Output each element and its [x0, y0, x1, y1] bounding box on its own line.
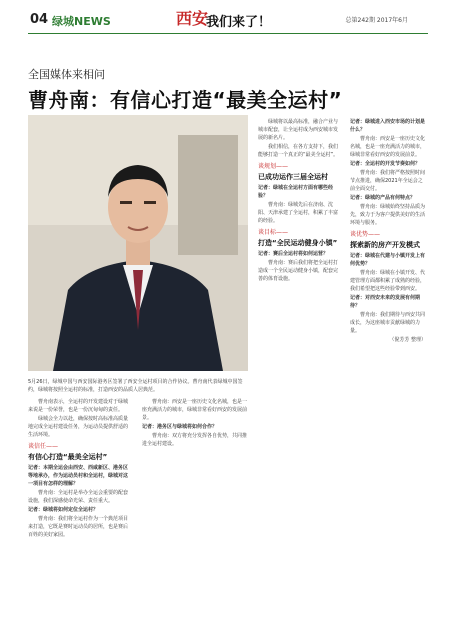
question: 记者：全运村的开发节奏如何？	[350, 161, 421, 167]
column-2-lower	[142, 398, 248, 630]
subsection-title: 有信心打造“最美全运村”	[28, 453, 108, 461]
portrait-illustration	[28, 115, 248, 371]
answer: 曹舟南：双方将充分发挥各自优势，共同推进全运村建设。	[142, 433, 248, 447]
intro-paragraph: 绿城将以最高标准，融合产业与城市配套，让全运村成为西安城市发展的新名片。	[258, 119, 339, 141]
column-3	[350, 118, 426, 630]
answer: 曹舟南：我们期待与西安共同成长，为这座城市贡献绿城的力量。	[350, 312, 426, 334]
question: 记者：赛后全运村将如何运营？	[258, 251, 329, 257]
issue-info: 总第242期 2017年6月	[345, 17, 408, 24]
portrait-photo	[28, 115, 248, 371]
section-name: 绿城NEWS	[52, 15, 111, 28]
question: 记者：绿城在代建与小镇开发上有何优势？	[350, 253, 426, 267]
article-kicker: 全国媒体来相问	[28, 68, 105, 81]
intro-paragraph: 我们相信，在各方支持下，我们能够打造一个真正的“最美全运村”。	[258, 144, 339, 158]
subsection-label: 谈优势——	[350, 231, 381, 238]
subsection-title: 打造“全民运动健身小镇”	[258, 239, 338, 247]
article-title: 曹舟南：有信心打造“最美全运村”	[28, 88, 343, 112]
question: 记者：对西安未来的发展有何期待？	[350, 295, 421, 309]
column-1	[28, 398, 132, 630]
header-headline: 我们来了！	[206, 15, 272, 30]
photo-caption: 5月26日，绿城中国与西安国际港务区签署了西安全运村项目的合作协议。曹舟南代表绿城中国签约，绿城将按照全运村的标准，打造西安的品质人居典范。	[28, 379, 243, 393]
answer: 曹舟南：绿城始终坚持品质为先，致力于为客户提供美好的生活环境与服务。	[350, 204, 426, 226]
question: 记者：绿城将如何定位全运村？	[28, 507, 99, 513]
subsection-title: 已成功运作三届全运村	[258, 173, 328, 181]
answer: 曹舟南：西安是一座历史文化名城，也是一座充满活力的城市，绿城非常看好西安的发展前景。	[350, 136, 426, 158]
answer: 曹舟南：绿城在小镇开发、代建管理方面都积累了成熟的经验，我们希望把这些经验带到西安。	[350, 270, 426, 292]
page-header	[0, 0, 450, 38]
subsection-label: 谈信任——	[28, 443, 59, 450]
page-number: 04	[30, 12, 49, 27]
brand-script: 西安	[176, 9, 209, 28]
answer: 曹舟南：我们将严格按照时间节点推进，确保2021年全运会之前全面交付。	[350, 170, 426, 192]
intro-paragraph: 曹舟南表示，全运村的开发建设对于绿城来说是一份荣誉，也是一份沉甸甸的责任。	[28, 399, 129, 413]
subsection-title: 探索新的房产开发模式	[350, 241, 420, 249]
question: 记者：绿城在全运村方面有哪些经验？	[258, 185, 334, 199]
answer: 曹舟南：赛后我们将把全运村打造成一个全民运动健身小镇，配套完善的体育设施。	[258, 260, 339, 282]
answer: 曹舟南：绿城先后在济南、沈阳、天津承建了全运村，积累了丰富的经验。	[258, 202, 339, 224]
question: 记者：绿城进入西安市场的计划是什么？	[350, 119, 426, 133]
column-2	[258, 118, 342, 630]
body-paragraph: 曹舟南：西安是一座历史文化名城，也是一座充满活力的城市，绿城非常看好西安的发展前景。	[142, 399, 248, 421]
answer: 曹舟南：全运村是举办全运会重要的配套设施，我们深感使命光荣、责任重大。	[28, 490, 129, 504]
question: 记者：港务区与绿城将如何合作？	[142, 424, 218, 430]
answer: 曹舟南：我们将全运村作为一个典范项目来打造，它既是赛时运动员的居所，也是赛后百姓的美好家园。	[28, 516, 129, 538]
subsection-label: 谈目标——	[258, 229, 289, 236]
subsection-label: 谈规划——	[258, 163, 289, 170]
byline: （倪芳芳 整理）	[389, 337, 426, 343]
intro-paragraph: 绿城会全力以赴，确保按时高标准高质量地完成全运村建设任务，为运动员提供舒适的生活环境。	[28, 416, 129, 438]
question: 记者：本期全运会由西安、西咸新区、港务区等地承办，作为运动员村和全运村，绿城对这一项目有怎样的理解？	[28, 465, 129, 487]
header-divider	[28, 33, 428, 34]
question: 记者：绿城的产品有何特点？	[350, 195, 416, 201]
